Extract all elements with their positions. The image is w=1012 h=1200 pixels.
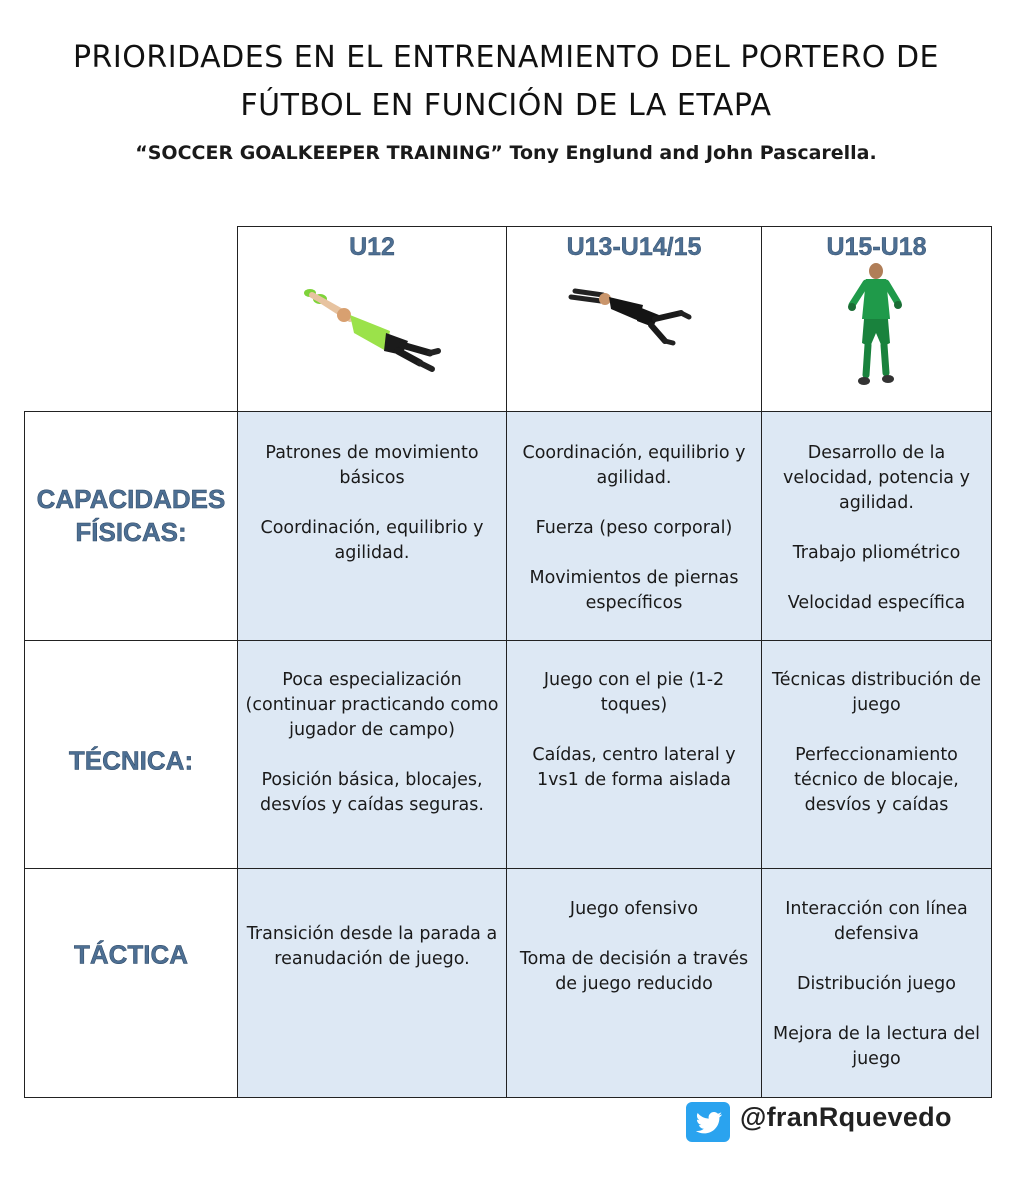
twitter-handle[interactable]: @franRquevedo <box>740 1102 952 1132</box>
row-label-line-1: CAPACIDADES <box>36 484 226 514</box>
row-header-capacidades <box>24 411 238 641</box>
cell-text: Fuerza (peso corporal) <box>535 518 733 538</box>
cell-text: Movimientos de piernas específicos <box>529 568 739 613</box>
cell-text: Caídas, centro lateral y 1vs1 de forma aislada <box>532 745 736 790</box>
cell-capacidades-u15-u18 <box>761 411 992 641</box>
cell-text: Posición básica, blocajes, desvíos y caídas seguras. <box>260 770 484 815</box>
title-line-2: FÚTBOL EN FUNCIÓN DE LA ETAPA <box>240 88 772 123</box>
priorities-table <box>24 226 992 1098</box>
cell-text: Juego con el pie (1-2 toques) <box>543 670 725 715</box>
cell-text: Coordinación, equilibrio y agilidad. <box>522 443 746 488</box>
cell-capacidades-u13-u15 <box>506 411 762 641</box>
twitter-credit <box>686 1098 986 1144</box>
cell-text: Velocidad específica <box>787 593 966 613</box>
cell-tactica-u12 <box>237 868 507 1098</box>
row-header-tactica <box>24 868 238 1098</box>
cell-tactica-u13-u15 <box>506 868 762 1098</box>
cell-text: Toma de decisión a través de juego reducido <box>519 949 749 994</box>
cell-capacidades-u12 <box>237 411 507 641</box>
row-header-tecnica <box>24 640 238 869</box>
header-cell-u15-u18 <box>761 226 992 412</box>
cell-text: Desarrollo de la velocidad, potencia y agilidad. <box>783 443 970 513</box>
cell-tecnica-u13-u15 <box>506 640 762 869</box>
row-label: TÉCNICA: <box>68 745 194 776</box>
cell-text: Coordinación, equilibrio y agilidad. <box>260 518 484 563</box>
stage-label: U15-U18 <box>826 233 927 261</box>
stage-label: U12 <box>349 233 395 261</box>
cell-text: Interacción con línea defensiva <box>785 899 968 944</box>
cell-tecnica-u15-u18 <box>761 640 992 869</box>
cell-text: Mejora de la lectura del juego <box>773 1024 980 1069</box>
cell-text: Juego ofensivo <box>569 899 699 919</box>
subtitle: “SOCCER GOALKEEPER TRAINING” Tony Englund and John Pascarella. <box>135 142 877 164</box>
twitter-bird-icon <box>686 1102 730 1142</box>
cell-text: Transición desde la parada a reanudación de juego. <box>246 924 498 969</box>
header-cell-u13-u15 <box>506 226 762 412</box>
header-cell-u12 <box>237 226 507 412</box>
stage-label: U13-U14/15 <box>566 233 702 261</box>
goalkeeper-diving-figure <box>567 283 697 353</box>
cell-tactica-u15-u18 <box>761 868 992 1098</box>
goalkeeper-celebrating-figure <box>844 263 908 393</box>
row-label-line-2: FÍSICAS: <box>75 517 187 547</box>
cell-text: Trabajo pliométrico <box>792 543 961 563</box>
cell-text: Perfeccionamiento técnico de blocaje, desvíos y caídas <box>794 745 959 815</box>
cell-text: Distribución juego <box>797 974 956 994</box>
page-title <box>0 34 1012 130</box>
goalkeeper-diving-figure <box>298 279 448 379</box>
cell-text: Poca especialización (continuar practicando como jugador de campo) <box>245 670 499 740</box>
cell-text: Técnicas distribución de juego <box>771 670 981 715</box>
title-line-1: PRIORIDADES EN EL ENTRENAMIENTO DEL PORTERO DE <box>72 40 940 75</box>
cell-text: Patrones de movimiento básicos <box>265 443 479 488</box>
row-label: TÁCTICA <box>73 939 189 970</box>
cell-tecnica-u12 <box>237 640 507 869</box>
